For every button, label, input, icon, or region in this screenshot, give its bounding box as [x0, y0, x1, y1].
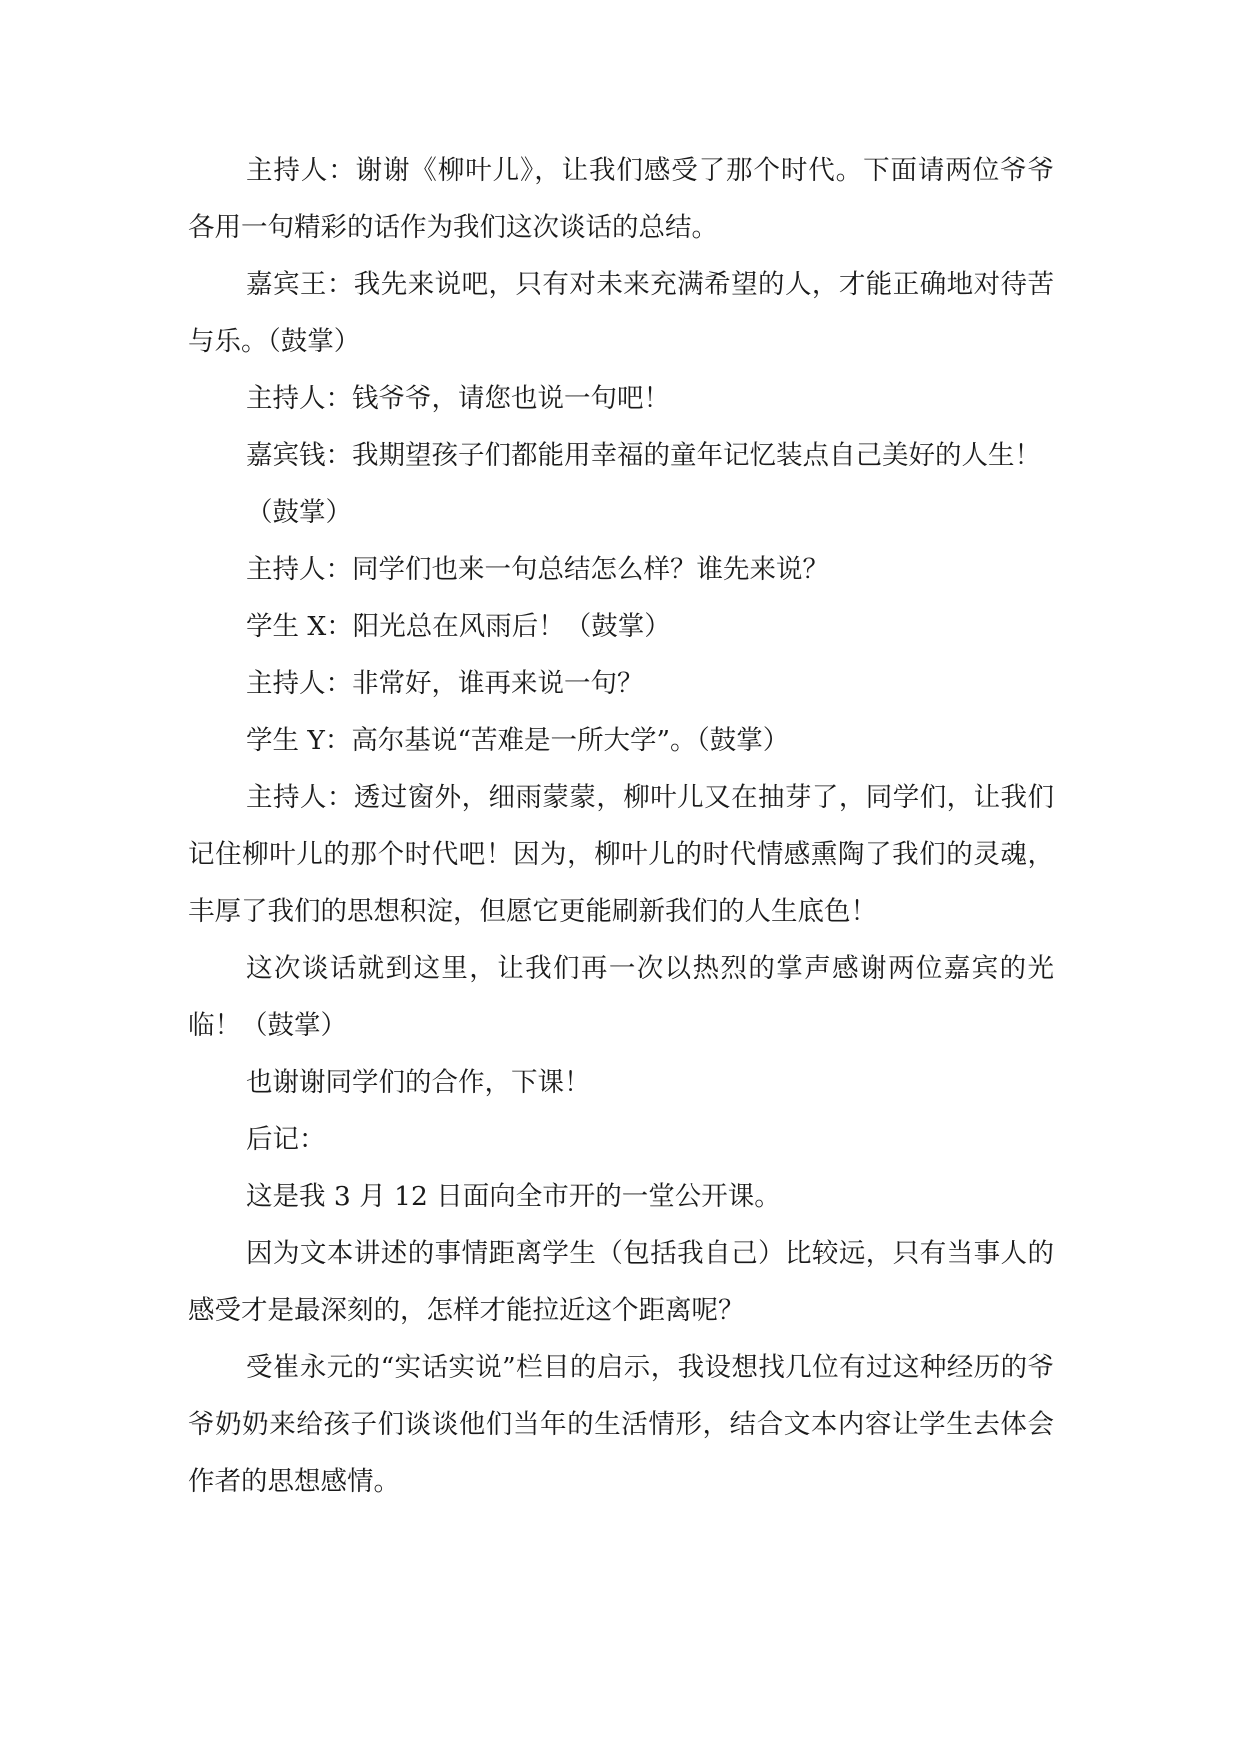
paragraph-student-x: 学生 X：阳光总在风雨后！（鼓掌） [246, 611, 671, 642]
paragraph-guest-qian: 嘉宾钱：我期望孩子们都能用幸福的童年记忆装点自己美好的人生！ [246, 440, 1041, 471]
paragraph-host-thanks: 主持人：谢谢《柳叶儿》，让我们感受了那个时代。下面请两位爷爷各用一句精彩的话作为我们这次谈话的总结。 [188, 155, 1054, 243]
paragraph-postscript-heading: 后记： [246, 1124, 326, 1155]
paragraph-applause: （鼓掌） [246, 497, 352, 528]
paragraph-host-ask-qian: 主持人：钱爷爷，请您也说一句吧！ [246, 383, 670, 414]
paragraph-postscript-distance: 因为文本讲述的事情距离学生（包括我自己）比较远，只有当事人的感受才是最深刻的，怎样才能拉近这个距离呢？ [188, 1238, 1054, 1326]
paragraph-class-dismissed: 也谢谢同学们的合作，下课！ [246, 1067, 591, 1098]
paragraph-host-ask-students: 主持人：同学们也来一句总结怎么样？谁先来说？ [246, 554, 829, 585]
paragraph-postscript-date: 这是我 3 月 12 日面向全市开的一堂公开课。 [246, 1181, 781, 1212]
paragraph-host-closing: 主持人：透过窗外，细雨蒙蒙，柳叶儿又在抽芽了，同学们，让我们记住柳叶儿的那个时代吧！因为，柳叶儿的时代情感熏陶了我们的灵魂，丰厚了我们的思想积淀，但愿它更能刷新我们的人生底色！ [188, 782, 1054, 927]
paragraph-host-another: 主持人：非常好，谁再来说一句？ [246, 668, 644, 699]
paragraph-guest-wang: 嘉宾王：我先来说吧，只有对未来充满希望的人，才能正确地对待苦与乐。（鼓掌） [188, 269, 1054, 357]
document-body [188, 142, 1054, 1510]
paragraph-postscript-inspiration: 受崔永元的“实话实说”栏目的启示，我设想找几位有过这种经历的爷爷奶奶来给孩子们谈谈他们当年的生活情形，结合文本内容让学生去体会作者的思想感情。 [188, 1352, 1054, 1497]
paragraph-thanks-guests: 这次谈话就到这里，让我们再一次以热烈的掌声感谢两位嘉宾的光临！（鼓掌） [188, 953, 1054, 1041]
paragraph-student-y: 学生 Y：高尔基说“苦难是一所大学”。（鼓掌） [246, 725, 790, 756]
